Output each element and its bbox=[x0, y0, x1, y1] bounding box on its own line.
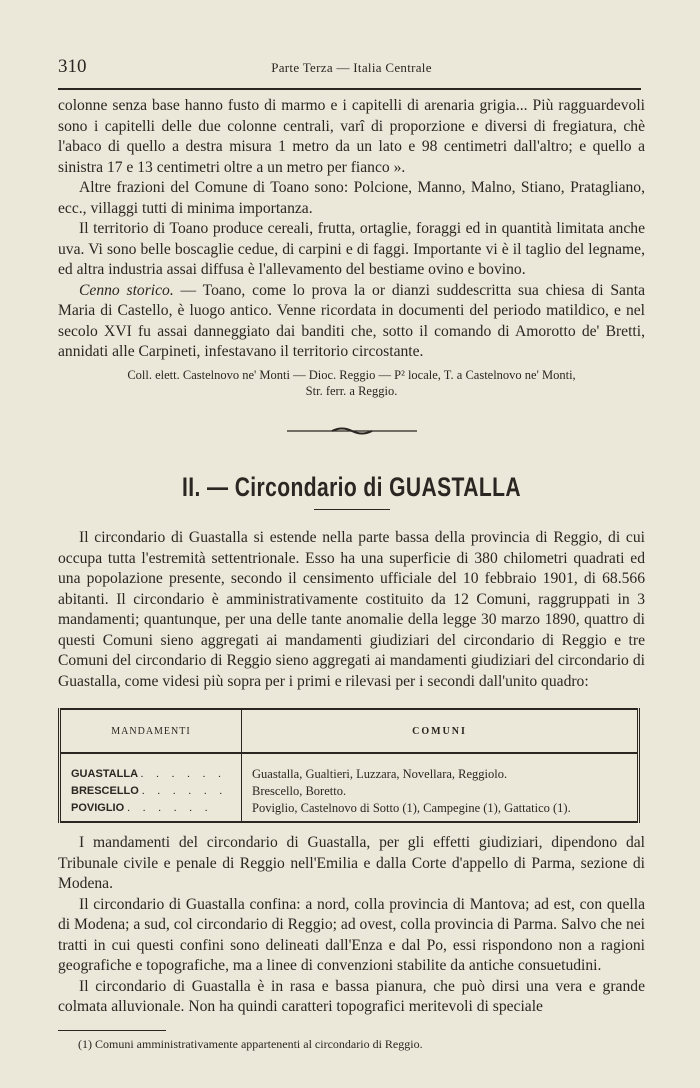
paragraph: Il circondario di Guastalla si estende nella parte bassa della provincia di Reggio, di cui occupa tutta l'estremità settentrionale. Esso ha una superficie di 380 chilometri quadrati ed una popolazione presente, secondo il censimento ufficiale del 10 febbraio 1901, di 68.566 abitanti. Il circondario è amministrativamente costituito da 12 Comuni, raggruppati in 3 mandamenti; quantunque, per una delle tante anomalie della legge 30 marzo 1890, quattro di questi Comuni sieno aggregati ai mandamenti giudiziari del circondario di Reggio e tre Comuni del circondario di Reggio sieno aggregati ai mandamenti giudiziari del circondario di Guastalla, come videsi più sopra per i primi e rilevasi per i secondi dall'unito quadro: bbox=[58, 529, 645, 690]
leader-dots: . . . . . . bbox=[127, 802, 213, 814]
section-toano bbox=[58, 96, 645, 399]
section-guastalla-details bbox=[58, 833, 645, 1018]
mandamento-name: GUASTALLA bbox=[71, 768, 138, 780]
comuni-list: Guastalla, Gualtieri, Luzzara, Novellara, Reggiolo. bbox=[252, 767, 508, 781]
page-number: 310 bbox=[58, 56, 87, 77]
header-rule bbox=[58, 88, 641, 90]
comuni-list: Poviglio, Castelnovo di Sotto (1), Campegine (1), Gattatico (1). bbox=[252, 801, 571, 815]
mandamenti-table bbox=[58, 708, 640, 823]
mandamento-name: POVIGLIO bbox=[71, 802, 125, 814]
section-title: II. — Circondario di GUASTALLA bbox=[182, 471, 521, 502]
column-header-mandamenti: MANDAMENTI bbox=[60, 709, 242, 753]
paragraph: colonne senza base hanno fusto di marmo e i capitelli di arenaria grigia... Più ragguardevoli sono i capitelli delle due colonne centrali, varî di proporzione e diversi di fregiatura, chè l'abaco di quello a destra misura 1 metro da un lato e 98 centimetri dall'altro; e quello a sinistra 17 e 13 centimetri oltre a un metro per fianco ». bbox=[58, 97, 645, 176]
paragraph: Altre frazioni del Comune di Toano sono: Polcione, Manno, Malno, Stiano, Pratagliano, ecc., villaggi tutti di minima importanza. bbox=[58, 179, 645, 217]
table-header-row bbox=[60, 709, 639, 753]
footnote-rule bbox=[58, 1030, 166, 1031]
paragraph: Il circondario di Guastalla confina: a nord, colla provincia di Mantova; ad est, con quella di Modena; a sud, col circondario di Reggio; ad ovest, colla provincia di Parma. Salvo che nei tratti in cui questi confini sono delineati dall'Enza e dal Po, essi rispondono non a ragioni geografiche e topografiche, ma a linee di convenzioni stabilite da antiche consuetudini. bbox=[58, 895, 645, 974]
paragraph: Il circondario di Guastalla è in rasa e bassa pianura, che può dirsi una vera e grande colmata alluvionale. Non ha quindi caratteri topografici meritevoli di speciale bbox=[58, 977, 645, 1015]
history-label: Cenno storico. bbox=[79, 281, 174, 299]
column-header-comuni: COMUNI bbox=[242, 709, 639, 753]
history-text: — Toano, come lo prova la or dianzi suddescritta sua chiesa di Santa Maria di Castello, è luogo antico. Venne ricordata in documenti del periodo matildico, e nel secolo XVI fu assai danneggiato dai banditi che, sotto il comando di Amorotto de' Bretti, annidati alle Carpineti, infestavano il territorio circostante. bbox=[58, 281, 646, 360]
paragraph: I mandamenti del circondario di Guastalla, per gli effetti giudiziari, dipendono dal Tribunale civile e penale di Reggio nell'Emilia e dalla Corte d'appello di Parma, sezione di Modena. bbox=[58, 834, 645, 892]
leader-dots: . . . . . . bbox=[140, 768, 226, 780]
history-paragraph bbox=[58, 281, 645, 363]
ornament-divider bbox=[287, 425, 417, 437]
footnote: (1) Comuni amministrativamente appartenenti al circondario di Reggio. bbox=[78, 1036, 423, 1051]
comuni-list: Brescello, Boretto. bbox=[252, 784, 347, 798]
section-guastalla-intro bbox=[58, 528, 645, 692]
admin-line-1: Coll. elett. Castelnovo ne' Monti — Dioc. Reggio — P² locale, T. a Castelnovo ne' Monti, bbox=[127, 367, 576, 382]
leader-dots: . . . . . . bbox=[141, 785, 228, 797]
table-row bbox=[60, 800, 639, 822]
book-page bbox=[58, 0, 645, 1072]
paragraph: Il territorio di Toano produce cereali, frutta, ortaglie, foraggi ed in quantità limitata anche uva. Vi sono belle boscaglie cedue, di carpini e di faggi. Importante vi è il taglio del legname, ed altra industria assai diffusa è l'allevamento del bestiame ovino e bovino. bbox=[58, 220, 645, 278]
table-row bbox=[60, 783, 639, 800]
page-header bbox=[58, 56, 645, 78]
admin-info bbox=[58, 367, 645, 399]
title-rule bbox=[314, 509, 390, 511]
mandamento-name: BRESCELLO bbox=[71, 785, 139, 797]
running-title: Parte Terza — Italia Centrale bbox=[271, 60, 432, 75]
admin-line-2: Str. ferr. a Reggio. bbox=[305, 383, 398, 398]
table-row bbox=[60, 753, 639, 783]
